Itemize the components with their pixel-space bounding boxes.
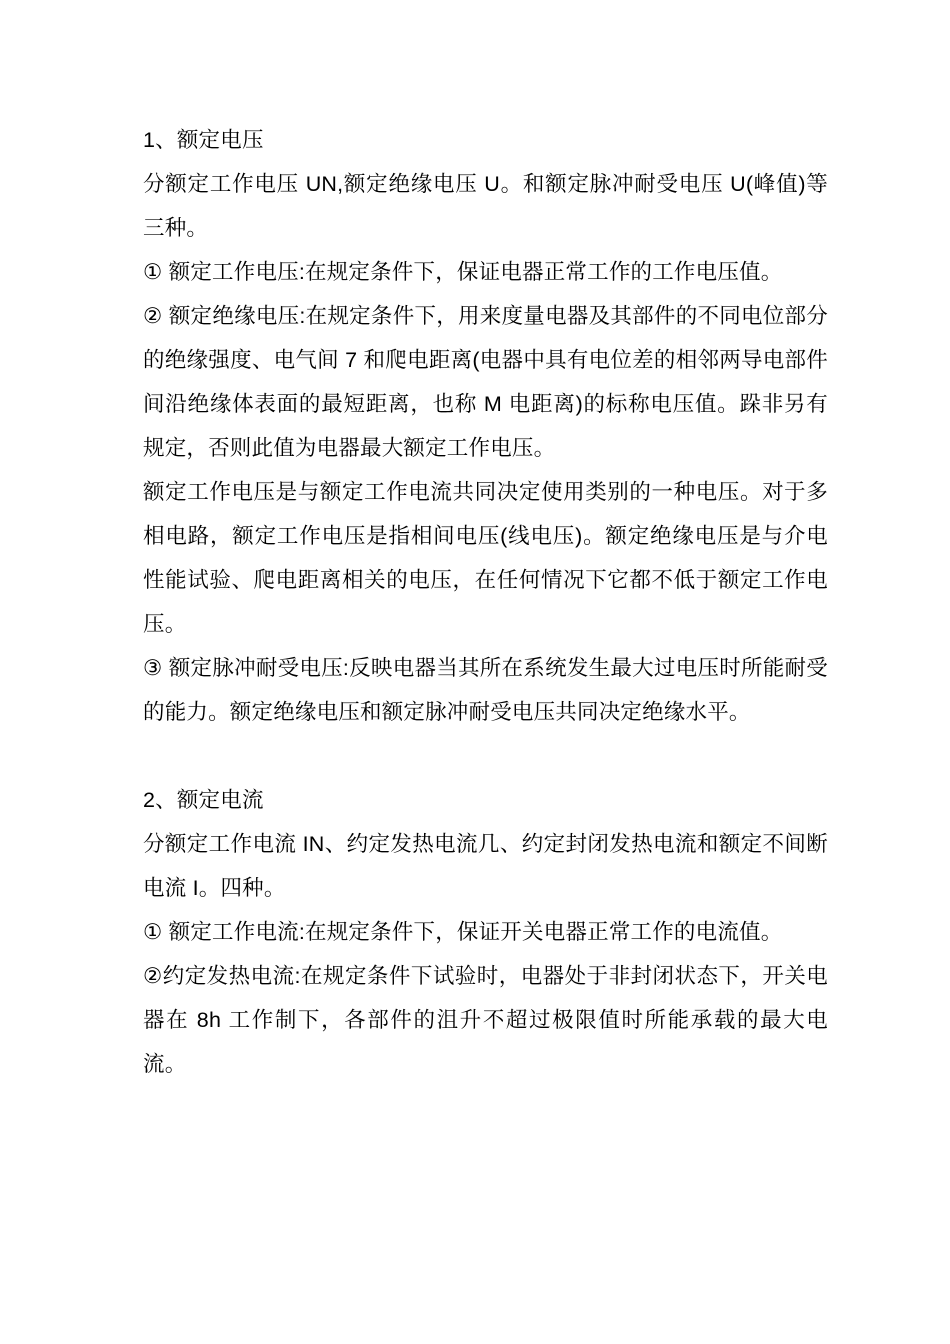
- paragraph-rated-current-intro: 分额定工作电流 IN、约定发热电流几、约定封闭发热电流和额定不间断电流 I。四种。: [143, 832, 828, 900]
- paragraph-working-voltage-explanation: 额定工作电压是与额定工作电流共同决定使用类别的一种电压。对于多相电路，额定工作电压是指相间电压(线电压)。额定绝缘电压是与介电性能试验、爬电距离相关的电压，在任何情况下它都不低于额定工作电压。: [143, 480, 828, 636]
- paragraph-item-3-impulse-withstand-voltage: ③ 额定脉冲耐受电压:反映电器当其所在系统发生最大过电压时所能耐受的能力。额定绝缘电压和额定脉冲耐受电压共同决定绝缘水平。: [143, 656, 828, 724]
- paragraph-item-2-conventional-heating-current: ②约定发热电流:在规定条件下试验时，电器处于非封闭状态下，开关电器在 8h 工作制下，各部件的沮升不超过极限值时所能承载的最大电流。: [143, 964, 828, 1076]
- paragraph-item-2-insulation-voltage: ② 额定绝缘电压:在规定条件下，用来度量电器及其部件的不同电位部分的绝缘强度、电气间 7 和爬电距离(电器中具有电位差的相邻两导电部件间沿绝缘体表面的最短距离，也称 M 电距离)的标称电压值。跺非另有规定，否则此值为电器最大额定工作电压。: [143, 304, 828, 460]
- document-body: [143, 118, 828, 1086]
- section-heading-rated-current: 2、额定电流: [143, 788, 264, 812]
- paragraph-rated-voltage-intro: 分额定工作电压 UN,额定绝缘电压 U。和额定脉冲耐受电压 U(峰值)等三种。: [143, 172, 828, 240]
- section-heading-rated-voltage: 1、额定电压: [143, 128, 264, 152]
- paragraph-spacer: [143, 734, 828, 778]
- paragraph-item-1-working-current: ① 额定工作电流:在规定条件下，保证开关电器正常工作的电流值。: [143, 920, 783, 944]
- paragraph-item-1-working-voltage: ① 额定工作电压:在规定条件下，保证电器正常工作的工作电压值。: [143, 260, 783, 284]
